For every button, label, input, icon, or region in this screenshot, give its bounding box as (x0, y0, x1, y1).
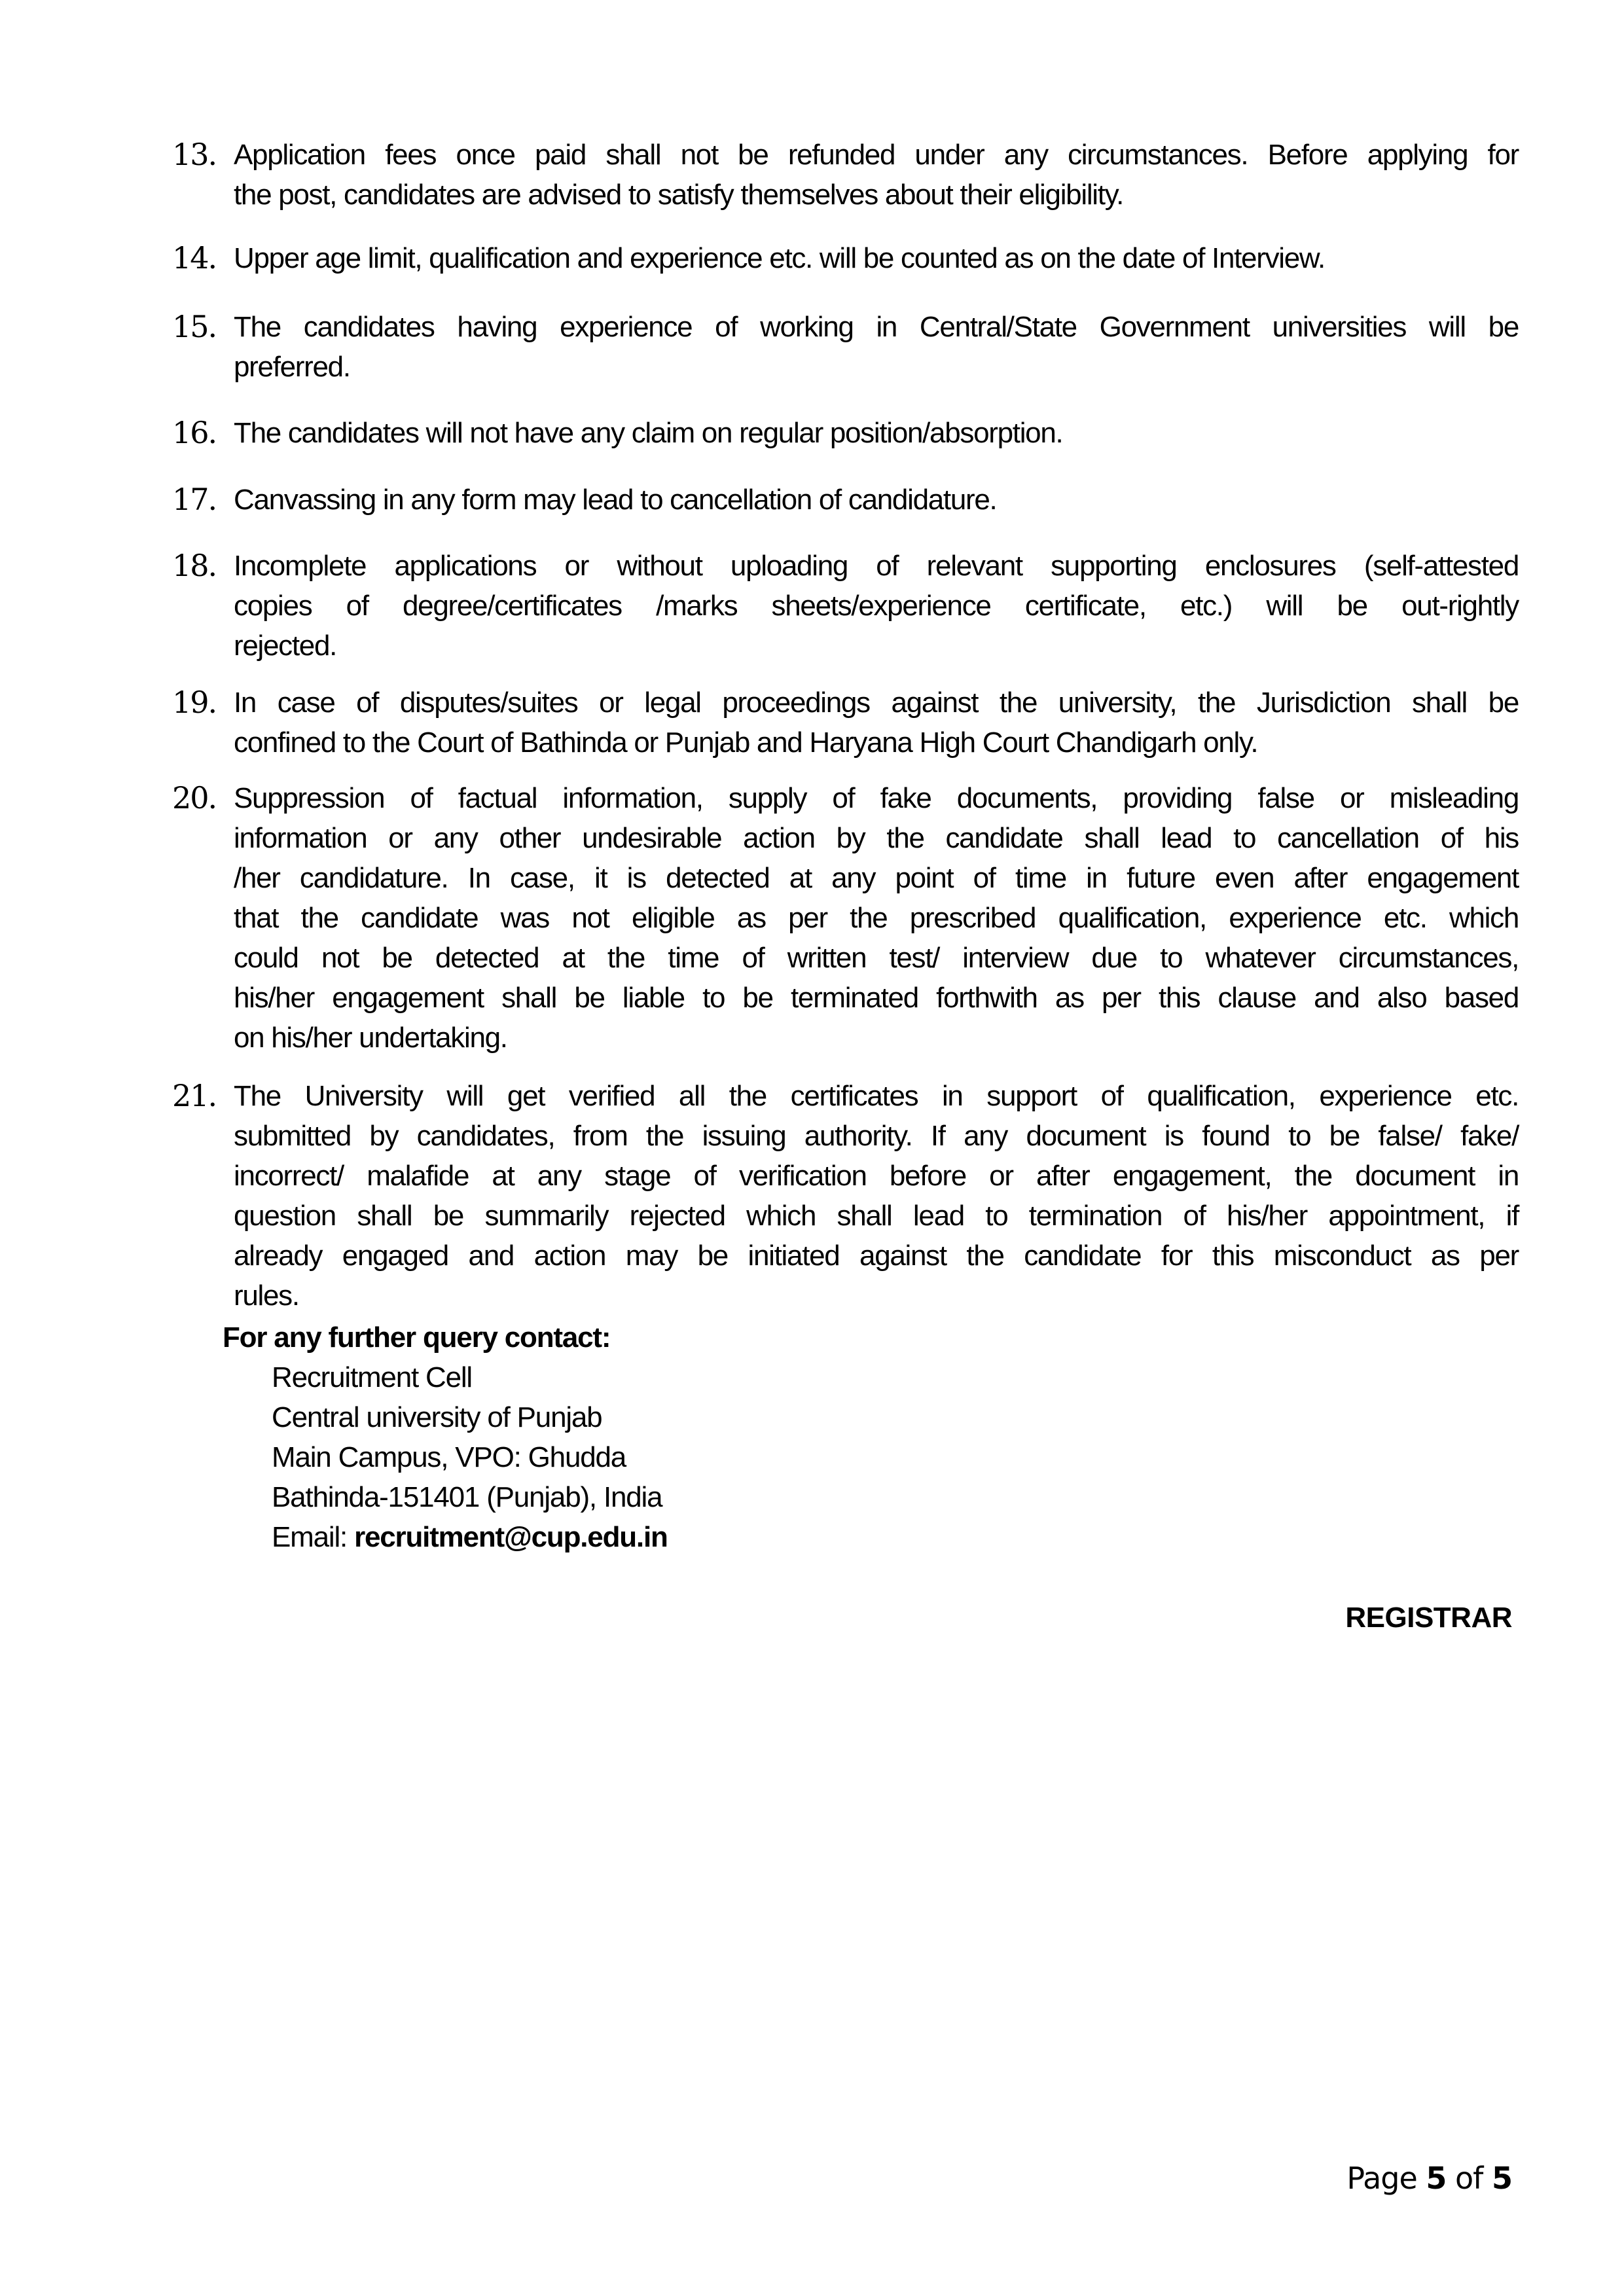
contact-heading: For any further query contact: (223, 1321, 611, 1354)
page-label: Page (1346, 2161, 1426, 2196)
item-line: question shall be summarily rejected which shall lead to termination of his/her appointment, if (234, 1200, 1519, 1232)
item-line: Incomplete applications or without uploading of relevant supporting enclosures (self-attested (234, 550, 1519, 582)
email-link[interactable]: recruitment@cup.edu.in (354, 1521, 668, 1553)
item-number: 14. (172, 240, 217, 276)
item-number: 19. (172, 685, 217, 720)
page-number-footer (1346, 2159, 1512, 2198)
item-number: 16. (172, 415, 217, 450)
signature-registrar: REGISTRAR (1345, 1602, 1512, 1634)
item-text (234, 135, 1519, 215)
item-line: Suppression of factual information, supply of fake documents, providing false or misleading (234, 782, 1519, 814)
item-text (234, 1076, 1519, 1316)
item-text (234, 480, 1519, 520)
item-line: the post, candidates are advised to satisfy themselves about their eligibility. (234, 179, 1124, 211)
item-text (234, 546, 1519, 666)
item-text (234, 238, 1519, 278)
item-line: rejected. (234, 630, 337, 662)
item-text (234, 683, 1519, 762)
item-number: 15. (172, 309, 217, 344)
item-line: Application fees once paid shall not be refunded under any circumstances. Before applying for (234, 139, 1519, 171)
contact-email-row (272, 1517, 668, 1557)
item-text (234, 413, 1519, 453)
item-line: submitted by candidates, from the issuing authority. If any document is found to be false/ fake/ (234, 1120, 1519, 1152)
item-line: Upper age limit, qualification and experience etc. will be counted as on the date of Interview. (234, 242, 1325, 274)
of-label: of (1446, 2161, 1492, 2196)
item-line: his/her engagement shall be liable to be terminated forthwith as per this clause and also based (234, 982, 1519, 1014)
item-line: The University will get verified all the certificates in support of qualification, experience etc. (234, 1080, 1519, 1112)
item-number: 21. (172, 1078, 217, 1113)
current-page: 5 (1426, 2161, 1447, 2196)
item-line: already engaged and action may be initiated against the candidate for this misconduct as per (234, 1240, 1519, 1272)
item-line: /her candidature. In case, it is detected at any point of time in future even after engagement (234, 862, 1519, 894)
item-number: 17. (172, 482, 217, 517)
item-line: on his/her undertaking. (234, 1022, 507, 1054)
item-line: that the candidate was not eligible as per the prescribed qualification, experience etc. which (234, 902, 1519, 934)
item-line: In case of disputes/suites or legal proceedings against the university, the Jurisdiction shall be (234, 687, 1519, 719)
item-line: rules. (234, 1280, 299, 1312)
item-line: could not be detected at the time of written test/ interview due to whatever circumstances, (234, 942, 1519, 974)
contact-line: Main Campus, VPO: Ghudda (272, 1441, 626, 1473)
item-number: 18. (172, 548, 217, 583)
item-line: confined to the Court of Bathinda or Punjab and Haryana High Court Chandigarh only. (234, 726, 1258, 759)
item-text (234, 307, 1519, 387)
email-label: Email: (272, 1521, 355, 1553)
contact-address (272, 1357, 668, 1557)
item-line: The candidates having experience of working in Central/State Government universities will be (234, 311, 1519, 343)
item-line: incorrect/ malafide at any stage of verification before or after engagement, the document in (234, 1160, 1519, 1192)
item-number: 20. (172, 780, 217, 816)
item-line: copies of degree/certificates /marks sheets/experience certificate, etc.) will be out-rightly (234, 590, 1519, 622)
item-line: preferred. (234, 351, 350, 383)
contact-line: Bathinda-151401 (Punjab), India (272, 1481, 662, 1513)
total-pages: 5 (1491, 2161, 1512, 2196)
contact-line: Recruitment Cell (272, 1361, 473, 1393)
item-line: The candidates will not have any claim on regular position/absorption. (234, 417, 1063, 449)
contact-line: Central university of Punjab (272, 1401, 602, 1433)
item-line: information or any other undesirable action by the candidate shall lead to cancellation of his (234, 822, 1519, 854)
item-line: Canvassing in any form may lead to cancellation of candidature. (234, 484, 997, 516)
item-text (234, 778, 1519, 1058)
item-number: 13. (172, 137, 217, 172)
